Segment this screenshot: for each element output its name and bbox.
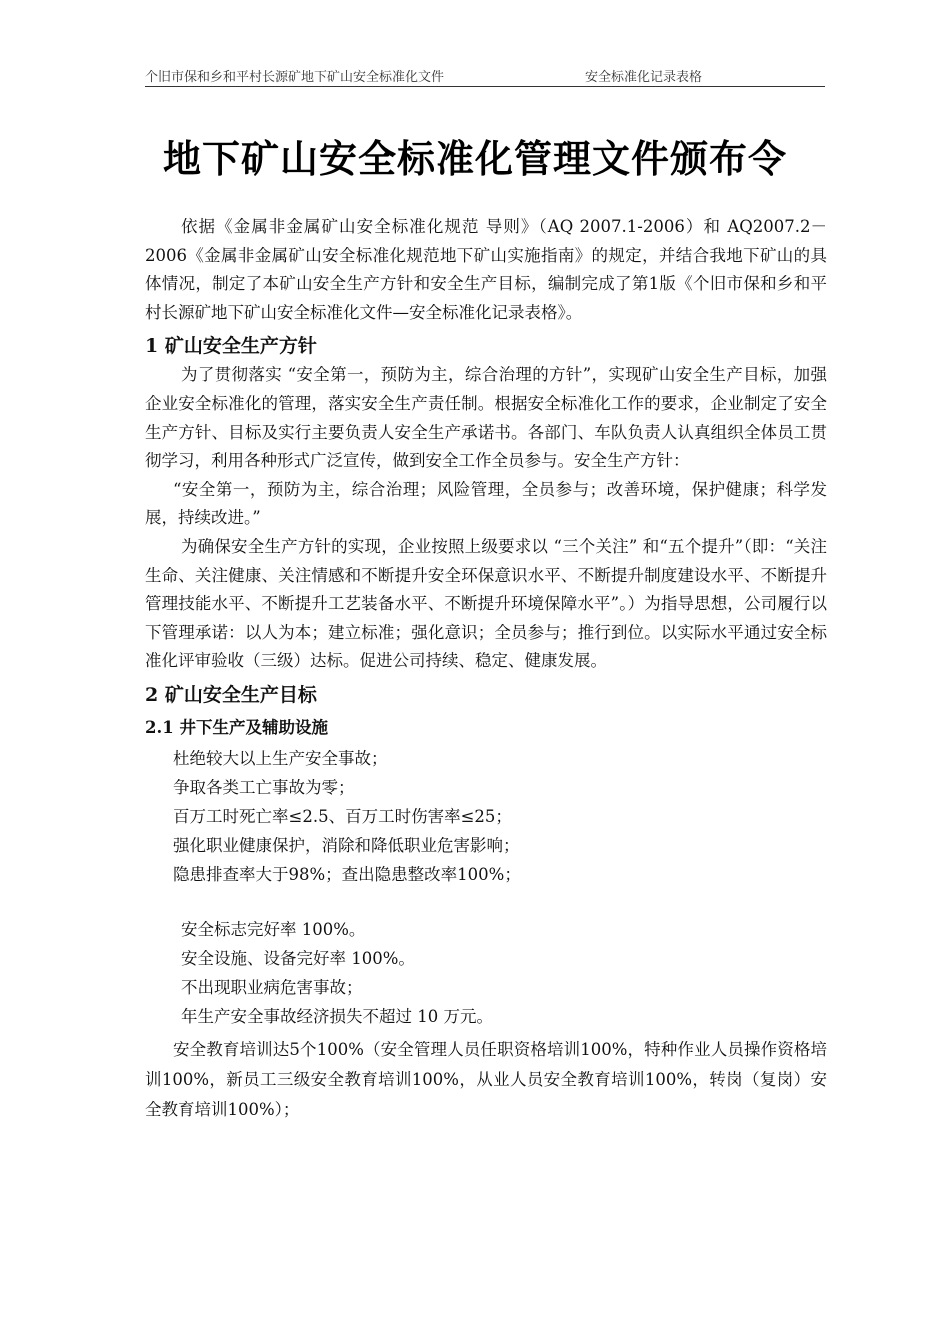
spacer [145,889,827,915]
goal-item: 强化职业健康保护，消除和降低职业危害影响； [173,835,520,855]
page-header [145,64,825,87]
goal-item: 隐患排查率大于98%；查出隐患整改率100%； [173,864,521,884]
section-1-paragraph-3: 为确保安全生产方针的实现，企业按照上级要求以 “三个关注” 和“五个提升”（即：“关注生命、关注健康、关注情感和不断提升安全环保意识水平、不断提升制度建设水平、不断提升管理技能水平、不断提升工艺装备水平、不断提升环境保障水平”。）为指导思想，公司履行以下管理承诺：以人为本；建立标准；强化意识；全员参与；推行到位。以实际水平通过安全标准化评审验收（三级）达标。促进公司持续、稳定、健康发展。 [145,536,827,671]
goal-item: 争取各类工亡事故为零； [173,777,355,797]
section-1-heading: 1 矿山安全生产方针 [145,335,317,358]
section-2-heading: 2 矿山安全生产目标 [145,683,317,706]
intro-paragraph: 依据《金属非金属矿山安全标准化规范 导则》（AQ 2007.1-2006）和 AQ2007.2－2006《金属非金属矿山安全标准化规范地下矿山实施指南》的规定，并结合我地下矿山的具体情况，制定了本矿山安全生产方针和安全生产目标，编制完成了第1版《个旧市保和乡和平村长源矿地下矿山安全标准化文件—安全标准化记录表格》。 [145,217,827,322]
header-right-text: 安全标准化记录表格 [585,70,703,85]
header-left-text: 个旧市保和乡和平村长源矿地下矿山安全标准化文件 [145,70,445,85]
goal-item: 年生产安全事故经济损失不超过 10 万元。 [181,1006,493,1026]
goal-item: 杜绝较大以上生产安全事故； [173,748,388,768]
document-title: 地下矿山安全标准化管理文件颁布令 [162,136,787,181]
goal-item: 安全设施、设备完好率 100%。 [181,948,415,968]
document-body [145,213,827,1125]
goal-item: 百万工时死亡率≤2.5、百万工时伤害率≤25； [173,806,512,826]
section-1-policy-quote: “安全第一，预防为主，综合治理；风险管理，全员参与；改善环境，保护健康；科学发展，持续改进。” [145,479,827,528]
section-2-1-heading: 2.1 井下生产及辅助设施 [145,717,328,737]
goal-item: 安全标志完好率 100%。 [181,919,366,939]
goal-item: 不出现职业病危害事故； [181,977,363,997]
training-goal-paragraph: 安全教育培训达5个100%（安全管理人员任职资格培训100%，特种作业人员操作资格培训100%，新员工三级安全教育培训100%，从业人员安全教育培训100%，转岗（复岗）安全教育培训100%）； [145,1039,827,1119]
section-1-paragraph-1: 为了贯彻落实 “安全第一，预防为主，综合治理的方针”，实现矿山安全生产目标，加强企业安全标准化的管理，落实安全生产责任制。根据安全标准化工作的要求，企业制定了安全生产方针、目标及实行主要负责人安全生产承诺书。各部门、车队负责人认真组织全体员工贯彻学习，利用各种形式广泛宣传，做到安全工作全员参与。安全生产方针： [145,365,827,471]
